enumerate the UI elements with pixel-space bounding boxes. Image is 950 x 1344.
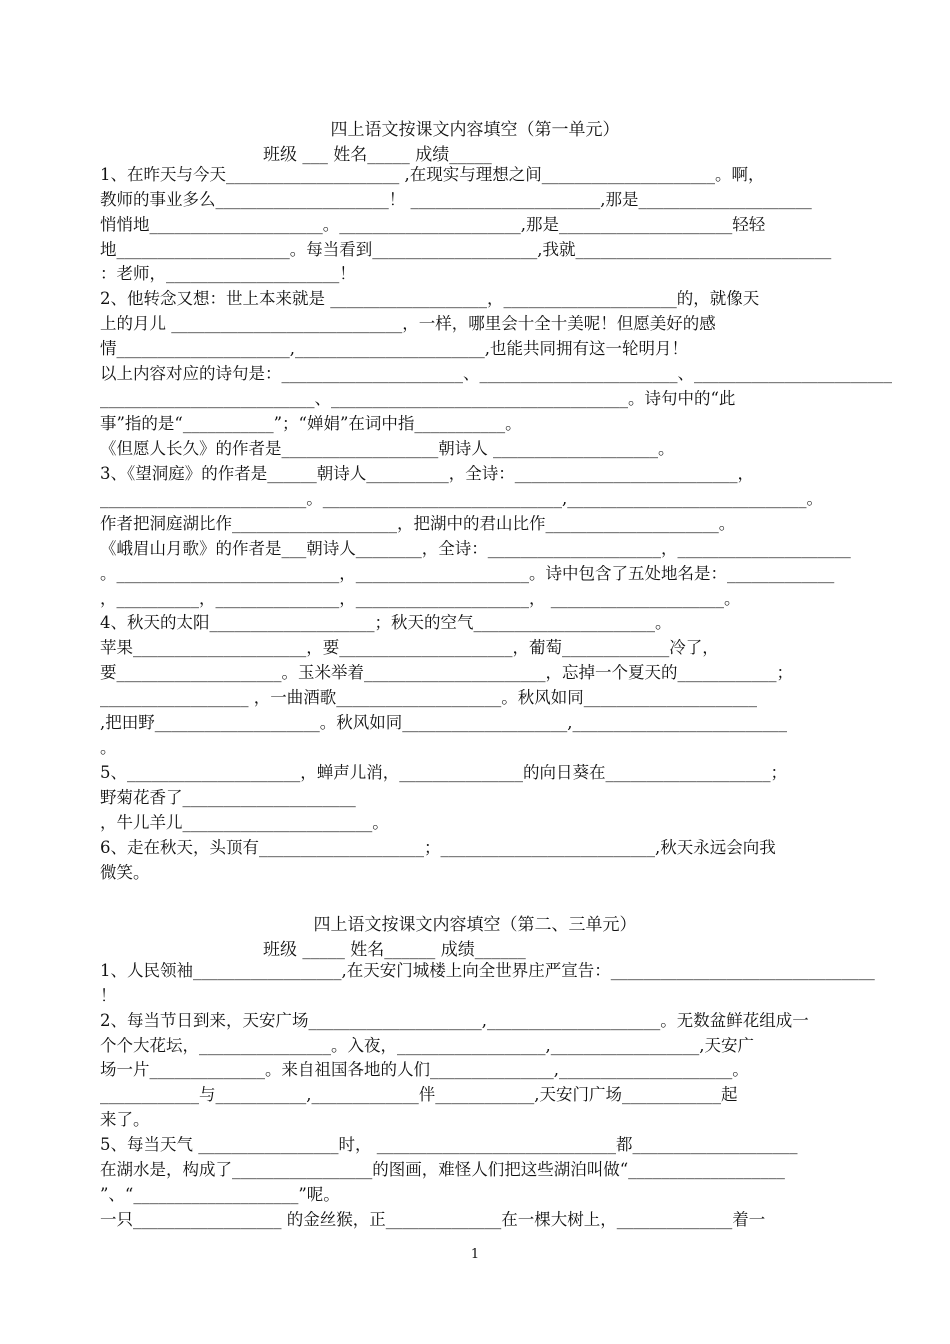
s1-line-3: 悄悄地_____________________。______________________,那是_____________________轻轻 <box>100 215 766 234</box>
section-2-title: 四上语文按课文内容填空（第二、三单元） <box>313 915 637 935</box>
s1-line-24: 。 <box>100 738 117 757</box>
section-1-title: 四上语文按课文内容填空（第一单元） <box>330 120 620 140</box>
s2-line-1: 1、人民领袖__________________,在天安门城楼上向全世界庄严宣告：________________________________ <box>100 961 875 980</box>
s1-line-29: 微笑。 <box>100 863 150 882</box>
s2-line-3: 2、每当节日到来，天安广场_____________________,_____________________。无数盆鲜花组成一 <box>100 1011 809 1030</box>
s1-line-27: ，牛儿羊儿_______________________。 <box>100 813 389 832</box>
section-2-meta: 班级 _____ 姓名______ 成绩______ <box>263 940 526 960</box>
s1-line-12: 《但愿人长久》的作者是___________________朝诗人 ____________________。 <box>100 439 675 458</box>
s1-line-14: _________________________。_____________________________,_____________________________。 <box>100 489 823 508</box>
s2-line-10: ”、“____________________”呢。 <box>100 1185 340 1204</box>
s1-line-8: 情_____________________,_______________________,也能共同拥有这一轮明月！ <box>100 339 688 358</box>
s1-line-18: ，__________，_______________，_____________________， _____________________。 <box>100 589 741 608</box>
s1-line-7: 上的月儿 ____________________________，一样，哪里会十全十美呢！但愿美好的感 <box>100 314 716 333</box>
s1-line-26: 野菊花香了_____________________ <box>100 788 356 807</box>
s1-line-23: ,把田野____________________。秋风如同____________________,__________________________ <box>100 713 787 732</box>
s1-line-5: ：老师，_____________________！ <box>100 264 356 283</box>
page-number: 1 <box>470 1247 480 1262</box>
s1-line-4: 地_____________________。每当看到____________________,我就_______________________________ <box>100 240 832 259</box>
s2-line-7: 来了。 <box>100 1110 150 1129</box>
s1-line-9: 以上内容对应的诗句是：______________________、________________________、________________________ <box>100 364 892 383</box>
s1-line-17: 。___________________________，_____________________。诗中包含了五处地名是：_____________ <box>100 564 835 583</box>
s1-line-28: 6、走在秋天，头顶有____________________；__________________________,秋天永远会向我 <box>100 838 776 857</box>
section-1-meta: 班级 ___ 姓名_____ 成绩_____ <box>263 145 492 165</box>
s1-line-25: 5、_____________________，蝉声儿消，_______________的向日葵在____________________； <box>100 763 787 782</box>
s1-line-6: 2、他转念又想：世上本来就是 ___________________，_____________________的，就像天 <box>100 289 760 308</box>
s1-line-2: 教师的事业多么_____________________！ _______________________,那是_____________________ <box>100 190 812 209</box>
s1-line-16: 《峨眉山月歌》的作者是___朝诗人________，全诗：_____________________，_____________________ <box>100 539 851 558</box>
s2-line-8: 5、每当天气 _________________时， _____________________________都____________________ <box>100 1135 798 1154</box>
s2-line-4: 个个大花坛，________________。入夜，__________________,__________________,天安广 <box>100 1036 754 1055</box>
s2-line-11: 一只__________________ 的金丝猴，正______________在一棵大树上，______________着一 <box>100 1210 766 1229</box>
s1-line-21: 要____________________。玉米举着______________________，忘掉一个夏天的____________； <box>100 663 793 682</box>
s1-line-19: 4、秋天的太阳____________________；秋天的空气______________________。 <box>100 613 672 632</box>
s1-line-11: 事”指的是“___________”；“婵娟”在词中指___________。 <box>100 414 522 433</box>
s2-line-6: ____________与___________,_____________伴____________,天安门广场____________起 <box>100 1085 738 1104</box>
s2-line-2: ！ <box>100 986 117 1005</box>
s1-line-22: __________________ ，一曲酒歌____________________。秋风如同_____________________ <box>100 688 757 707</box>
s2-line-5: 场一片______________。来自祖国各地的人们_______________,_____________________。 <box>100 1060 749 1079</box>
s1-line-20: 苹果_____________________，要_____________________，葡萄_____________冷了， <box>100 638 719 657</box>
s1-line-10: __________________________、____________________________________。诗句中的“此 <box>100 389 736 408</box>
s1-line-1: 1、在昨天与今天_____________________ ,在现实与理想之间_____________________。啊， <box>100 165 765 184</box>
s1-line-13: 3、《望洞庭》的作者是______朝诗人__________，全诗：___________________________， <box>100 464 754 483</box>
s1-line-15: 作者把洞庭湖比作____________________，把湖中的君山比作_____________________。 <box>100 514 736 533</box>
s2-line-9: 在湖水是，构成了_________________的图画，难怪人们把这些湖泊叫做“___________________ <box>100 1160 785 1179</box>
